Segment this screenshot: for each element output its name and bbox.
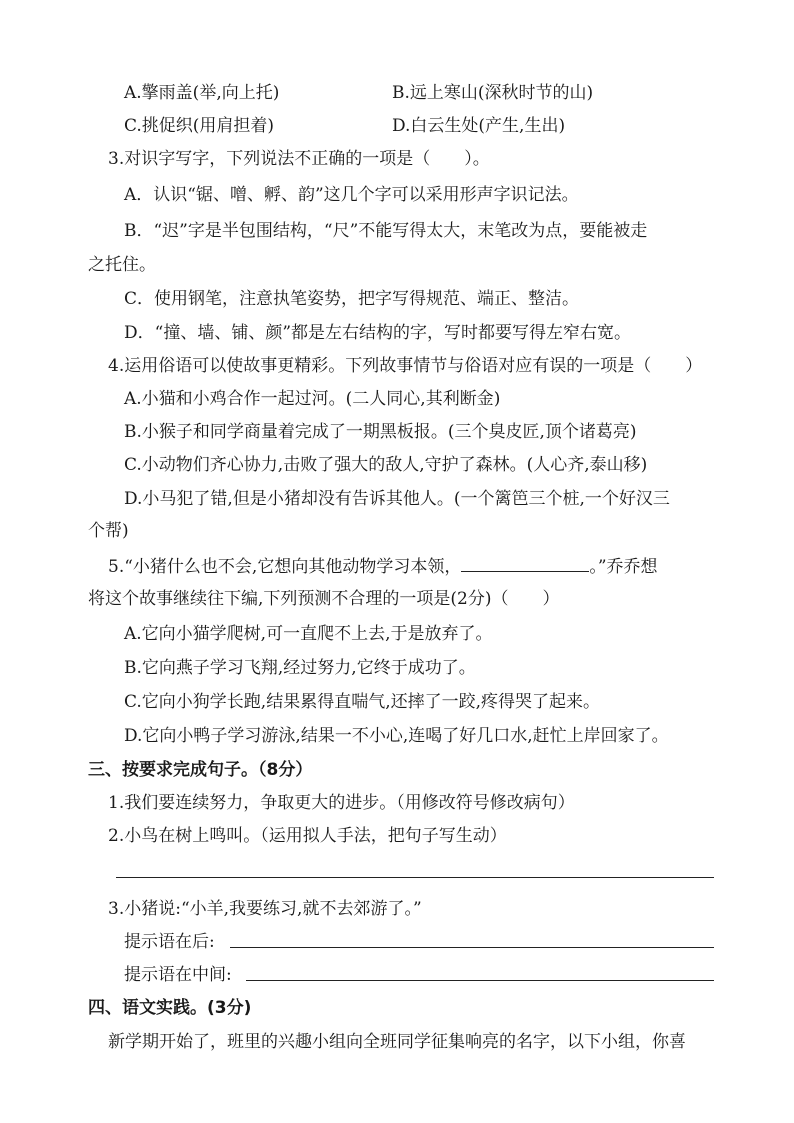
s3-item-2-answer-line[interactable]	[116, 876, 714, 878]
q4-option-d-line2: 个帮)	[88, 521, 129, 541]
q3-option-b-line2: 之托住。	[88, 255, 156, 275]
s3-prompt-middle-label: 提示语在中间:	[124, 965, 232, 985]
q5-answer-blank[interactable]	[461, 557, 589, 572]
q4-option-a: A.小猫和小鸡合作一起过河。(二人同心,其利断金)	[124, 389, 501, 409]
q5-stem-line2: 将这个故事继续往下编,下列预测不合理的一项是(2分)（ ）	[88, 589, 560, 609]
s3-item-3: 3.小猪说:“小羊,我要练习,就不去郊游了。”	[108, 899, 422, 919]
s3-prompt-after-label: 提示语在后:	[124, 932, 215, 952]
s3-prompt-middle-answer-line[interactable]	[246, 979, 714, 981]
s3-prompt-after-answer-line[interactable]	[230, 946, 714, 948]
q3-option-b-line1: B．“迟”字是半包围结构，“尺”不能写得太大，末笔改为点，要能被走	[124, 221, 648, 241]
q2-option-d: D.白云生处(产生,生出)	[392, 116, 566, 136]
q3-stem: 3.对识字写字，下列说法不正确的一项是（ ）。	[108, 149, 490, 169]
q5-option-c: C.它向小狗学长跑,结果累得直喘气,还摔了一跤,疼得哭了起来。	[124, 692, 601, 712]
q5-stem-part1: 5.“小猪什么也不会,它想向其他动物学习本领，	[108, 557, 462, 577]
q2-option-a: A.擎雨盖(举,向上托)	[124, 83, 280, 103]
q3-option-d: D．“撞、墙、铺、颜”都是左右结构的字，写时都要写得左窄右宽。	[124, 323, 632, 343]
q5-option-d: D.它向小鸭子学习游泳,结果一不小心,连喝了好几口水,赶忙上岸回家了。	[124, 726, 669, 746]
q5-option-b: B.它向燕子学习飞翔,经过努力,它终于成功了。	[124, 658, 476, 678]
q2-option-c: C.挑促织(用肩担着)	[124, 116, 275, 136]
q5-option-a: A.它向小猫学爬树,可一直爬不上去,于是放弃了。	[124, 624, 493, 644]
s3-item-1: 1.我们要连续努力，争取更大的进步。（用修改符号修改病句）	[108, 793, 575, 813]
q4-stem: 4.运用俗语可以使故事更精彩。下列故事情节与俗语对应有误的一项是（ ）	[108, 356, 703, 376]
q4-option-b: B.小猴子和同学商量着完成了一期黑板报。(三个臭皮匠,顶个诸葛亮)	[124, 422, 637, 442]
q3-option-a: A．认识“锯、噌、孵、韵”这几个字可以采用形声字识记法。	[124, 185, 579, 205]
q4-option-c: C.小动物们齐心协力,击败了强大的敌人,守护了森林。(人心齐,泰山移)	[124, 455, 648, 475]
section-4-title: 四、语文实践。(3分)	[88, 998, 252, 1018]
q5-stem-line1	[108, 554, 658, 580]
q5-stem-part2: 。”乔乔想	[589, 557, 658, 577]
q2-option-b: B.远上寒山(深秋时节的山)	[392, 83, 594, 103]
q3-option-c: C．使用钢笔，注意执笔姿势，把字写得规范、端正、整洁。	[124, 289, 580, 309]
section-4-paragraph: 新学期开始了，班里的兴趣小组向全班同学征集响亮的名字，以下小组，你喜	[108, 1032, 686, 1052]
q4-option-d-line1: D.小马犯了错,但是小猪却没有告诉其他人。(一个篱笆三个桩,一个好汉三	[124, 489, 670, 509]
s3-item-2: 2.小鸟在树上鸣叫。（运用拟人手法，把句子写生动）	[108, 826, 507, 846]
section-3-title: 三、按要求完成句子。（8分）	[88, 760, 313, 780]
